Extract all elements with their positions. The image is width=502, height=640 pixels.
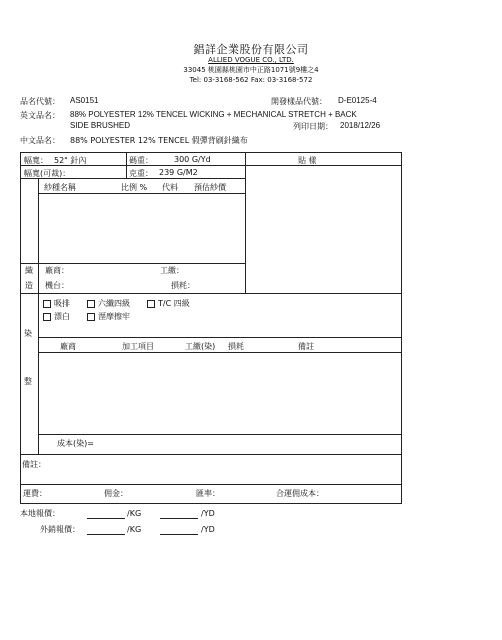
company-contact: Tel: 03-3168-562 Fax: 03-3168-572 xyxy=(189,76,313,84)
option-wet-rub[interactable]: 溼摩擦牢 xyxy=(87,311,130,322)
yarn-col-ratio: 比例 % xyxy=(121,183,148,192)
option-bleach[interactable]: 漂白 xyxy=(43,311,70,322)
total-cost-label: 合運佣成本： xyxy=(276,489,324,498)
company-name: 錩詳企業股份有限公司 xyxy=(193,43,309,56)
gsm-value: 239 G/M2 xyxy=(159,168,198,177)
chinese-name-label: 中文品名： xyxy=(20,136,60,145)
english-name-line2: SIDE BRUSHED xyxy=(70,121,131,130)
weaving-loss-label: 損耗： xyxy=(171,281,195,290)
width-value: 52" 針內 xyxy=(54,156,87,165)
dyeing-col-loss: 損耗 xyxy=(228,342,244,351)
weaving-side-label-2: 造 xyxy=(25,281,33,290)
export-price-label: 外銷報價： xyxy=(40,525,80,534)
dyeing-col-labor: 工繳(染) xyxy=(185,342,216,351)
product-code-value: AS0151 xyxy=(70,96,99,105)
weaving-side-label-1: 織 xyxy=(25,266,33,275)
print-date-value: 2018/12/26 xyxy=(340,121,381,130)
weight-value: 300 G/Yd xyxy=(174,155,211,164)
dev-code-value: D-E0125-4 xyxy=(338,96,377,105)
local-price-kg-unit: /KG xyxy=(127,509,142,518)
export-price-kg-blank[interactable] xyxy=(87,534,125,535)
yarn-col-price: 預估紗價 xyxy=(194,183,226,192)
local-price-yd-unit: /YD xyxy=(201,509,215,518)
dyeing-side-label-1: 染 xyxy=(24,329,32,338)
dyeing-col-remark: 備註 xyxy=(298,342,314,351)
width-label: 幅寬： xyxy=(24,156,48,165)
dyeing-cost-label: 成本(染)= xyxy=(57,439,94,448)
company-english-name: ALLIED VOGUE CO., LTD. xyxy=(208,56,294,64)
export-price-yd-blank[interactable] xyxy=(160,534,198,535)
export-price-kg-unit: /KG xyxy=(127,525,142,534)
option-tc-grade4[interactable]: T/C 四級 xyxy=(147,298,190,309)
local-price-yd-blank[interactable] xyxy=(160,518,198,519)
english-name-label: 英文品名： xyxy=(20,111,60,120)
dyeing-col-process: 加工項目 xyxy=(122,342,154,351)
weaving-factory-label: 廠商： xyxy=(45,266,69,275)
dyeing-col-vendor: 廠商 xyxy=(60,342,76,351)
weaving-machine-label: 機台： xyxy=(45,281,69,290)
dev-code-label: 開發樣品代號： xyxy=(271,97,327,106)
option-six-fiber-grade4[interactable]: 六纖四級 xyxy=(87,298,130,309)
product-code-label: 品名代號： xyxy=(20,97,60,106)
checkbox-icon[interactable] xyxy=(43,300,51,308)
swatch-label: 貼 樣 xyxy=(298,156,317,165)
print-date-label: 列印日期： xyxy=(293,122,333,131)
company-address: 33045 桃園縣桃園市中正路1071號9樓之4 xyxy=(183,66,319,74)
yarn-col-substitute: 代料 xyxy=(162,183,178,192)
checkbox-icon[interactable] xyxy=(147,300,155,308)
checkbox-icon[interactable] xyxy=(87,313,95,321)
exchange-rate-label: 匯率： xyxy=(196,489,220,498)
export-price-yd-unit: /YD xyxy=(201,525,215,534)
option-wicking[interactable]: 吸排 xyxy=(43,298,70,309)
usable-width-label: 幅寬(可裁)： xyxy=(24,169,71,178)
english-name-line1: 88% POLYESTER 12% TENCEL WICKING + MECHANICAL STRETCH + BACK xyxy=(70,110,357,119)
weight-label: 碼重： xyxy=(129,156,153,165)
local-price-kg-blank[interactable] xyxy=(87,518,125,519)
weaving-labor-label: 工繳： xyxy=(160,266,184,275)
chinese-name-value: 88% POLYESTER 12% TENCEL 假彈背刷針織布 xyxy=(70,136,248,145)
remarks-label: 備註： xyxy=(22,460,46,469)
commission-label: 佣金： xyxy=(104,489,128,498)
gsm-label: 克重： xyxy=(129,169,153,178)
checkbox-icon[interactable] xyxy=(87,300,95,308)
dyeing-side-label-2: 整 xyxy=(24,377,32,386)
checkbox-icon[interactable] xyxy=(43,313,51,321)
yarn-col-name: 紗種名稱 xyxy=(44,183,76,192)
freight-label: 運費： xyxy=(23,489,47,498)
local-price-label: 本地報價： xyxy=(20,509,60,518)
